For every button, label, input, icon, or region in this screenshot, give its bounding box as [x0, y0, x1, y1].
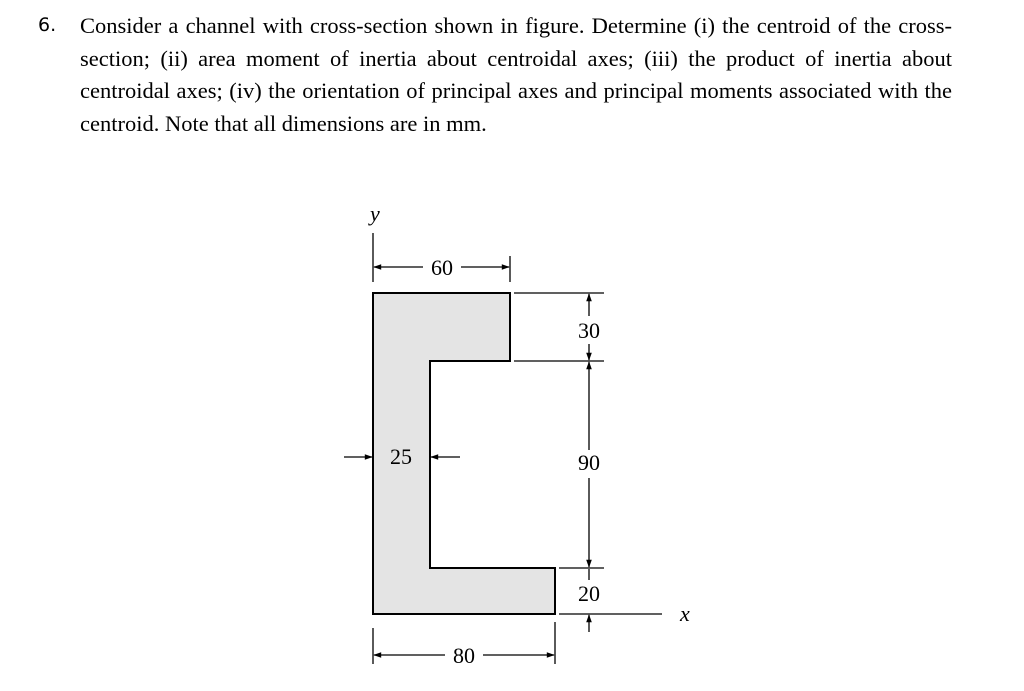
dim-web-thickness	[344, 444, 460, 469]
dim-label-30: 30	[578, 318, 600, 343]
dim-bottom-width	[373, 622, 555, 668]
dim-label-80: 80	[453, 643, 475, 668]
dim-top-width	[373, 233, 510, 282]
dim-label-25: 25	[390, 444, 412, 469]
y-axis-label: y	[370, 201, 380, 226]
problem-text: Consider a channel with cross-section shown in figure. Determine (i) the centroid of the cross-section; (ii) area moment of inertia about centroidal axes; (iii) the product of inertia about centroidal axes; (iv) the orientation of principal axes and principal moments associated with the centroid. Note that all dimensions are in mm.	[80, 13, 952, 136]
x-axis-label: x	[680, 601, 690, 626]
problem-number: 6.	[38, 14, 57, 36]
dim-label-90: 90	[578, 450, 600, 475]
dim-label-60: 60	[431, 255, 453, 280]
dim-label-20: 20	[578, 581, 600, 606]
